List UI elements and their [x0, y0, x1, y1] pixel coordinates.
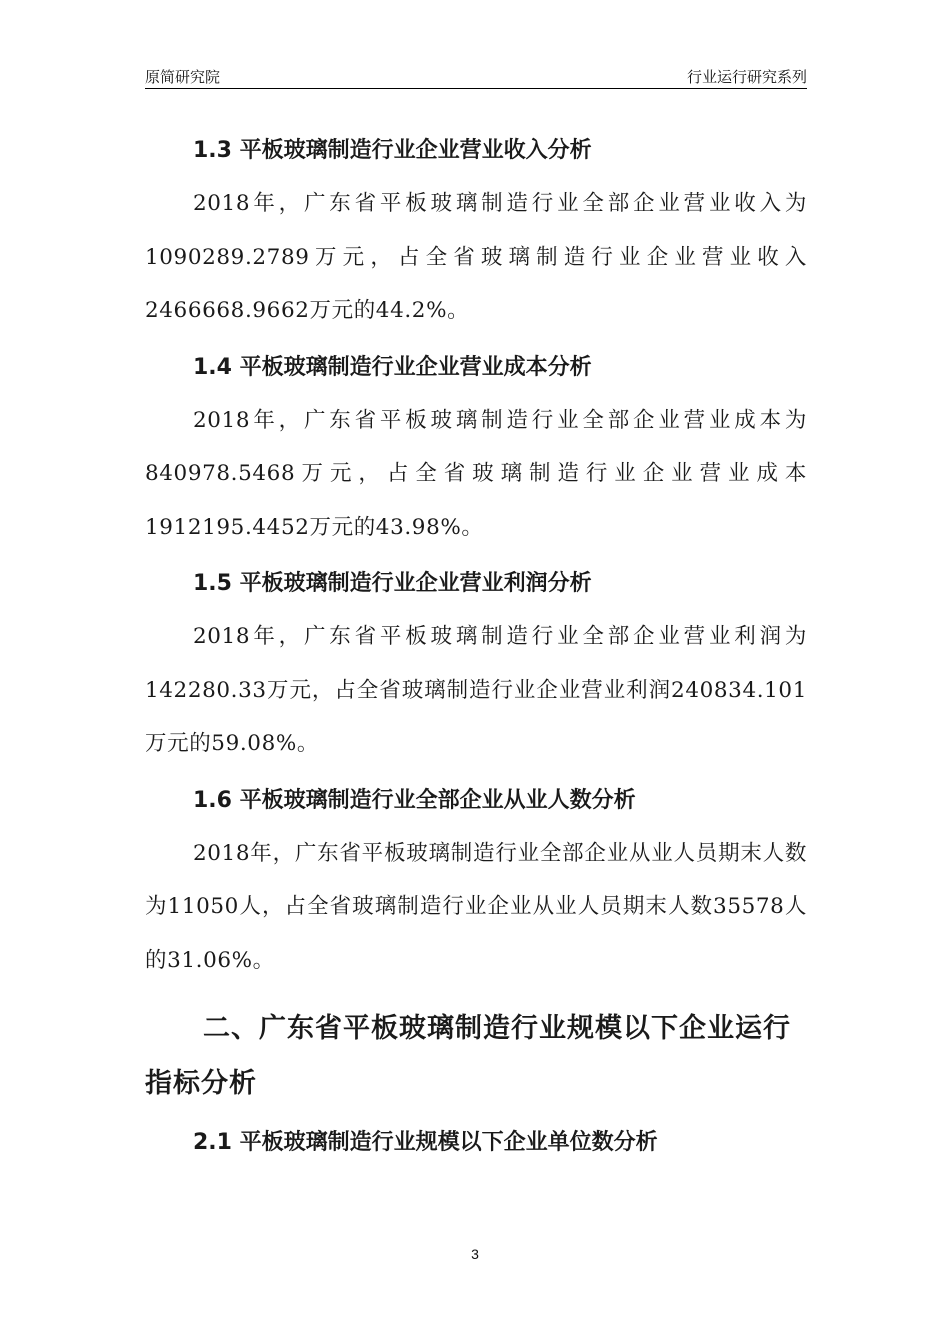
section-heading-1-5: 1.5 平板玻璃制造行业企业营业利润分析 — [193, 571, 592, 596]
section-heading-1-3: 1.3 平板玻璃制造行业企业营业收入分析 — [193, 138, 592, 163]
section-paragraph-1-6: 2018年，广东省平板玻璃制造行业全部企业从业人员期末人数为11050人，占全省玻璃制造行业企业从业人员期末人数35578人的31.06%。 — [145, 840, 807, 973]
page-header — [145, 64, 807, 89]
section-heading-1-6: 1.6 平板玻璃制造行业全部企业从业人数分析 — [193, 787, 636, 813]
section-paragraph-1-3: 2018年，广东省平板玻璃制造行业全部企业营业收入为1090289.2789万元，占全省玻璃制造行业企业营业收入2466668.9662万元的44.2%。 — [145, 191, 807, 323]
section-paragraph-1-4: 2018年，广东省平板玻璃制造行业全部企业营业成本为840978.5468万元，占全省玻璃制造行业企业营业成本1912195.4452万元的43.98%。 — [145, 407, 807, 540]
chapter-2-heading: 二、广东省平板玻璃制造行业规模以下企业运行指标分析 — [145, 1013, 791, 1099]
document-body — [145, 125, 807, 1169]
header-right-text: 行业运行研究系列 — [686, 69, 807, 86]
page-number: 3 — [471, 1246, 479, 1262]
header-left-text: 原简研究院 — [145, 69, 221, 86]
section-paragraph-1-5: 2018年，广东省平板玻璃制造行业全部企业营业利润为142280.33万元，占全省玻璃制造行业企业营业利润240834.101万元的59.08%。 — [145, 624, 807, 756]
section-heading-2-1: 2.1 平板玻璃制造行业规模以下企业单位数分析 — [193, 1130, 658, 1155]
section-heading-1-4: 1.4 平板玻璃制造行业企业营业成本分析 — [193, 354, 592, 380]
